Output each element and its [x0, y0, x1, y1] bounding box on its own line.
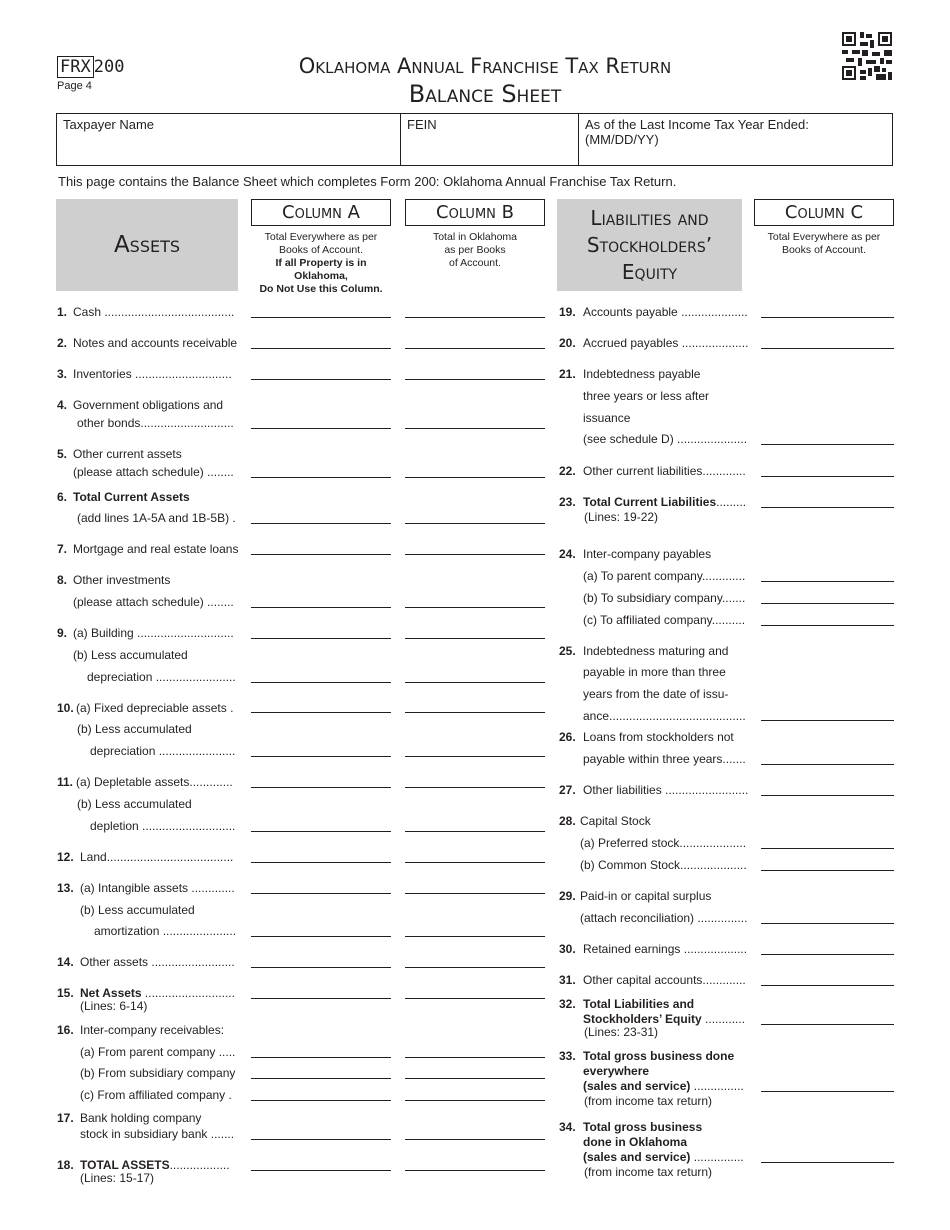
- line-9a-col-b-input[interactable]: [405, 638, 545, 639]
- line-number: 26.: [559, 730, 576, 744]
- line-4-col-b-input[interactable]: [405, 428, 545, 429]
- line-10a-col-b-input[interactable]: [405, 712, 545, 713]
- line-label: other bonds............................: [77, 416, 234, 430]
- line-label: Total gross business: [583, 1120, 703, 1134]
- column-c-description: [754, 231, 894, 257]
- intro-text: This page contains the Balance Sheet which completes Form 200: Oklahoma Annual Franchise Tax Return.: [58, 174, 677, 189]
- line-label: (c) To affiliated company..........: [583, 613, 746, 627]
- column-a-note-line: Do Not Use this Column.: [259, 283, 383, 295]
- line-20-col-c-input[interactable]: [761, 348, 894, 349]
- column-b-desc-line: of Account.: [449, 257, 501, 269]
- fein-field[interactable]: [401, 114, 579, 165]
- line-label: depletion ............................: [90, 819, 236, 833]
- line-14-col-a-input[interactable]: [251, 967, 391, 968]
- line-label: (a) From parent company .....: [80, 1045, 236, 1059]
- line-10b-col-b-input[interactable]: [405, 756, 545, 757]
- line-number: 8.: [57, 573, 68, 587]
- line-sublabel: (from income tax return): [584, 1094, 713, 1108]
- line-sublabel: (Lines: 19-22): [584, 510, 659, 524]
- line-label: years from the date of issu-: [583, 687, 729, 701]
- line-number: 25.: [559, 644, 576, 658]
- taxpayer-name-field[interactable]: [57, 114, 401, 165]
- line-label: Other current liabilities.............: [583, 464, 746, 478]
- line-label: Notes and accounts receivable: [73, 336, 238, 350]
- line-label: Cash .......................................: [73, 305, 235, 319]
- column-c-desc-line: Total Everywhere as per: [767, 231, 881, 243]
- line-label: (b) Less accumulated: [77, 722, 192, 736]
- line-number: 5.: [57, 447, 68, 461]
- line-number: 33.: [559, 1049, 576, 1063]
- line-8-col-a-input[interactable]: [251, 607, 391, 608]
- line-sublabel: (Lines: 6-14): [80, 999, 148, 1013]
- line-label: Mortgage and real estate loans: [73, 542, 239, 556]
- line-label: [80, 986, 235, 1000]
- line-2-col-a-input[interactable]: [251, 348, 391, 349]
- line-number: 22.: [559, 464, 576, 478]
- line-6-col-b-input[interactable]: [405, 523, 545, 524]
- line-label: Indebtedness maturing and: [583, 644, 729, 658]
- line-label: (please attach schedule) ........: [73, 595, 234, 609]
- line-number: 14.: [57, 955, 74, 969]
- column-a-note-line: If all Property is in: [275, 257, 367, 269]
- line-17-col-b-input[interactable]: [405, 1139, 545, 1140]
- line-label: Inter-company receivables:: [80, 1023, 225, 1037]
- line-number: 19.: [559, 305, 576, 319]
- line-number: 15.: [57, 986, 74, 1000]
- line-18-col-b-input[interactable]: [405, 1170, 545, 1171]
- line-label: [583, 1079, 744, 1093]
- line-label: (add lines 1A-5A and 1B-5B) .: [77, 511, 236, 525]
- line-label: amortization ......................: [94, 924, 237, 938]
- fein-label: FEIN: [407, 117, 437, 132]
- line-label: (b) Less accumulated: [73, 648, 188, 662]
- line-13b-col-b-input[interactable]: [405, 936, 545, 937]
- line-number: 13.: [57, 881, 74, 895]
- line-label-bold: Net Assets: [80, 986, 142, 1000]
- line-25-col-c-input[interactable]: [761, 720, 894, 721]
- line-label: Accrued payables ....................: [583, 336, 749, 350]
- line-12-col-b-input[interactable]: [405, 862, 545, 863]
- line-11a-col-b-input[interactable]: [405, 787, 545, 788]
- line-label: Other investments: [73, 573, 171, 587]
- line-label: Other liabilities .........................: [583, 783, 749, 797]
- line-7-col-a-input[interactable]: [251, 554, 391, 555]
- line-label-bold: (sales and service): [583, 1150, 691, 1164]
- line-label: Retained earnings ...................: [583, 942, 748, 956]
- line-12-col-a-input[interactable]: [251, 862, 391, 863]
- leader-dots: ............: [701, 1012, 746, 1026]
- line-label: (a) Preferred stock....................: [580, 836, 747, 850]
- line-label: (a) Fixed depreciable assets .: [76, 701, 234, 715]
- line-label: (a) To parent company.............: [583, 569, 746, 583]
- leader-dots: ...........................: [141, 986, 235, 1000]
- taxpayer-info-box: [56, 113, 893, 166]
- line-number: 1.: [57, 305, 68, 319]
- line-number: 16.: [57, 1023, 74, 1037]
- line-6-col-a-input[interactable]: [251, 523, 391, 524]
- leader-dots: ...............: [690, 1079, 744, 1093]
- line-number: 6.: [57, 490, 68, 504]
- line-number: 12.: [57, 850, 74, 864]
- line-16c-col-a-input[interactable]: [251, 1100, 391, 1101]
- liabilities-heading: [557, 199, 742, 291]
- line-number: 10.: [57, 701, 74, 715]
- leader-dots: .........: [716, 495, 747, 509]
- form-code: FRX: [57, 56, 94, 78]
- line-label: three years or less after: [583, 389, 710, 403]
- column-a-heading: Column A: [251, 199, 391, 226]
- line-label: (a) Depletable assets.............: [76, 775, 233, 789]
- line-label: Other capital accounts.............: [583, 973, 746, 987]
- line-23-col-c-input[interactable]: [761, 507, 894, 508]
- line-7-col-b-input[interactable]: [405, 554, 545, 555]
- line-14-col-b-input[interactable]: [405, 967, 545, 968]
- line-label: depreciation .......................: [90, 744, 236, 758]
- line-19-col-c-input[interactable]: [761, 317, 894, 318]
- line-8-col-b-input[interactable]: [405, 607, 545, 608]
- taxpayer-name-label: Taxpayer Name: [63, 117, 155, 132]
- line-label: [80, 1158, 230, 1172]
- line-label: ance.........................................: [583, 709, 746, 723]
- page-number: Page 4: [57, 80, 92, 92]
- line-sublabel: (Lines: 15-17): [80, 1171, 155, 1185]
- column-c-desc-line: Books of Account.: [781, 244, 867, 256]
- line-label: (a) Intangible assets .............: [80, 881, 235, 895]
- line-label-bold: TOTAL ASSETS: [80, 1158, 170, 1172]
- line-15-col-b-input[interactable]: [405, 998, 545, 999]
- line-18-col-a-input[interactable]: [251, 1170, 391, 1171]
- line-16c-col-b-input[interactable]: [405, 1100, 545, 1101]
- column-b-desc-line: Total in Oklahoma: [432, 231, 518, 243]
- line-number: 28.: [559, 814, 576, 828]
- line-17-col-a-input[interactable]: [251, 1139, 391, 1140]
- line-16b-col-a-input[interactable]: [251, 1078, 391, 1079]
- line-number: 31.: [559, 973, 576, 987]
- line-10b-col-a-input[interactable]: [251, 756, 391, 757]
- liabilities-heading-line: Liabilities and: [590, 205, 709, 230]
- line-label: (please attach schedule) ........: [73, 465, 234, 479]
- line-13a-col-b-input[interactable]: [405, 893, 545, 894]
- line-28b-col-c-input[interactable]: [761, 870, 894, 871]
- line-1-col-a-input[interactable]: [251, 317, 391, 318]
- column-a-note-line: Oklahoma,: [294, 270, 348, 282]
- line-9a-col-a-input[interactable]: [251, 638, 391, 639]
- line-label: (a) Building .............................: [73, 626, 234, 640]
- line-3-col-b-input[interactable]: [405, 379, 545, 380]
- line-label: Total gross business done: [583, 1049, 735, 1063]
- line-number: 2.: [57, 336, 68, 350]
- line-29-col-c-input[interactable]: [761, 923, 894, 924]
- line-label: Total Current Assets: [73, 490, 190, 504]
- line-13a-col-a-input[interactable]: [251, 893, 391, 894]
- column-a-description: [251, 231, 391, 296]
- line-11b-col-a-input[interactable]: [251, 831, 391, 832]
- assets-heading: Assets: [56, 199, 238, 291]
- line-label: (see schedule D) .....................: [583, 432, 748, 446]
- form-number: 200: [93, 57, 125, 77]
- column-b-heading: Column B: [405, 199, 545, 226]
- line-16a-col-a-input[interactable]: [251, 1057, 391, 1058]
- line-label: [583, 1150, 744, 1164]
- line-15-col-a-input[interactable]: [251, 998, 391, 999]
- line-4-col-a-input[interactable]: [251, 428, 391, 429]
- line-label: (attach reconciliation) ...............: [580, 911, 748, 925]
- leader-dots: ...............: [690, 1150, 744, 1164]
- line-32-col-c-input[interactable]: [761, 1024, 894, 1025]
- line-24b-col-c-input[interactable]: [761, 603, 894, 604]
- line-3-col-a-input[interactable]: [251, 379, 391, 380]
- line-label: payable within three years.......: [583, 752, 746, 766]
- line-label: Indebtedness payable: [583, 367, 701, 381]
- line-label: Inter-company payables: [583, 547, 712, 561]
- line-11a-col-a-input[interactable]: [251, 787, 391, 788]
- line-11b-col-b-input[interactable]: [405, 831, 545, 832]
- line-label: (b) Less accumulated: [80, 903, 195, 917]
- line-number: 30.: [559, 942, 576, 956]
- line-number: 4.: [57, 398, 68, 412]
- column-c-heading: Column C: [754, 199, 894, 226]
- line-label: depreciation ........................: [87, 670, 236, 684]
- line-label: [583, 1012, 745, 1026]
- column-a-desc-line: Books of Account.: [278, 244, 364, 256]
- line-label: (b) From subsidiary company: [80, 1066, 236, 1080]
- line-number: 34.: [559, 1120, 576, 1134]
- line-number: 27.: [559, 783, 576, 797]
- line-label: Land......................................: [80, 850, 234, 864]
- line-label: Other current assets: [73, 447, 182, 461]
- column-b-description: [405, 231, 545, 270]
- line-label: (b) Common Stock....................: [580, 858, 747, 872]
- year-ended-field[interactable]: [579, 114, 892, 165]
- line-number: 32.: [559, 997, 576, 1011]
- line-2-col-b-input[interactable]: [405, 348, 545, 349]
- line-sublabel: (from income tax return): [584, 1165, 713, 1179]
- line-label: Loans from stockholders not: [583, 730, 734, 744]
- line-5-col-a-input[interactable]: [251, 477, 391, 478]
- qr-code-icon: [842, 32, 892, 80]
- line-34-col-c-input[interactable]: [761, 1162, 894, 1163]
- line-31-col-c-input[interactable]: [761, 985, 894, 986]
- line-label: done in Oklahoma: [583, 1135, 688, 1149]
- line-label: [583, 495, 746, 509]
- line-number: 20.: [559, 336, 576, 350]
- column-b-desc-line: as per Books: [444, 244, 506, 256]
- form-id: [57, 56, 124, 78]
- line-label: Government obligations and: [73, 398, 224, 412]
- line-24a-col-c-input[interactable]: [761, 581, 894, 582]
- line-label: Bank holding company: [80, 1111, 202, 1125]
- line-5-col-b-input[interactable]: [405, 477, 545, 478]
- line-label: Total Liabilities and: [583, 997, 695, 1011]
- line-label-bold: Total Current Liabilities: [583, 495, 717, 509]
- line-label: payable in more than three: [583, 665, 726, 679]
- column-a-desc-line: Total Everywhere as per: [264, 231, 378, 243]
- line-16b-col-b-input[interactable]: [405, 1078, 545, 1079]
- line-number: 3.: [57, 367, 68, 381]
- line-21-col-c-input[interactable]: [761, 444, 894, 445]
- line-30-col-c-input[interactable]: [761, 954, 894, 955]
- year-ended-label: As of the Last Income Tax Year Ended: (MM/DD/YY): [585, 117, 809, 147]
- line-number: 23.: [559, 495, 576, 509]
- line-label: everywhere: [583, 1064, 650, 1078]
- line-label: Other assets .........................: [80, 955, 235, 969]
- line-label: (b) To subsidiary company.......: [583, 591, 746, 605]
- line-27-col-c-input[interactable]: [761, 795, 894, 796]
- line-24c-col-c-input[interactable]: [761, 625, 894, 626]
- line-26-col-c-input[interactable]: [761, 764, 894, 765]
- line-label: stock in subsidiary bank .......: [80, 1127, 235, 1141]
- line-16a-col-b-input[interactable]: [405, 1057, 545, 1058]
- line-sublabel: (Lines: 23-31): [584, 1025, 659, 1039]
- line-number: 11.: [57, 775, 74, 789]
- line-label: Paid-in or capital surplus: [580, 889, 712, 903]
- form-title: Oklahoma Annual Franchise Tax Return: [298, 54, 672, 78]
- line-number: 29.: [559, 889, 576, 903]
- line-label: (c) From affiliated company .: [80, 1088, 232, 1102]
- leader-dots: ..................: [169, 1158, 230, 1172]
- line-number: 17.: [57, 1111, 74, 1125]
- line-number: 24.: [559, 547, 576, 561]
- line-label: Capital Stock: [580, 814, 651, 828]
- line-label-bold: (sales and service): [583, 1079, 691, 1093]
- line-label: Accounts payable ....................: [583, 305, 748, 319]
- line-label: (b) Less accumulated: [77, 797, 192, 811]
- line-9b-col-b-input[interactable]: [405, 682, 545, 683]
- line-22-col-c-input[interactable]: [761, 476, 894, 477]
- line-28a-col-c-input[interactable]: [761, 848, 894, 849]
- line-number: 9.: [57, 626, 68, 640]
- line-1-col-b-input[interactable]: [405, 317, 545, 318]
- line-number: 7.: [57, 542, 68, 556]
- form-subtitle: Balance Sheet: [408, 80, 562, 108]
- line-13b-col-a-input[interactable]: [251, 936, 391, 937]
- line-number: 18.: [57, 1158, 74, 1172]
- line-number: 21.: [559, 367, 576, 381]
- line-label: Inventories .............................: [73, 367, 232, 381]
- liabilities-heading-line: Stockholders’: [586, 232, 713, 257]
- line-33-col-c-input[interactable]: [761, 1091, 894, 1092]
- liabilities-heading-line: Equity: [621, 259, 678, 284]
- line-10a-col-a-input[interactable]: [251, 712, 391, 713]
- line-9b-col-a-input[interactable]: [251, 682, 391, 683]
- line-label-bold: Stockholders’ Equity: [583, 1012, 702, 1026]
- line-label: issuance: [583, 411, 631, 425]
